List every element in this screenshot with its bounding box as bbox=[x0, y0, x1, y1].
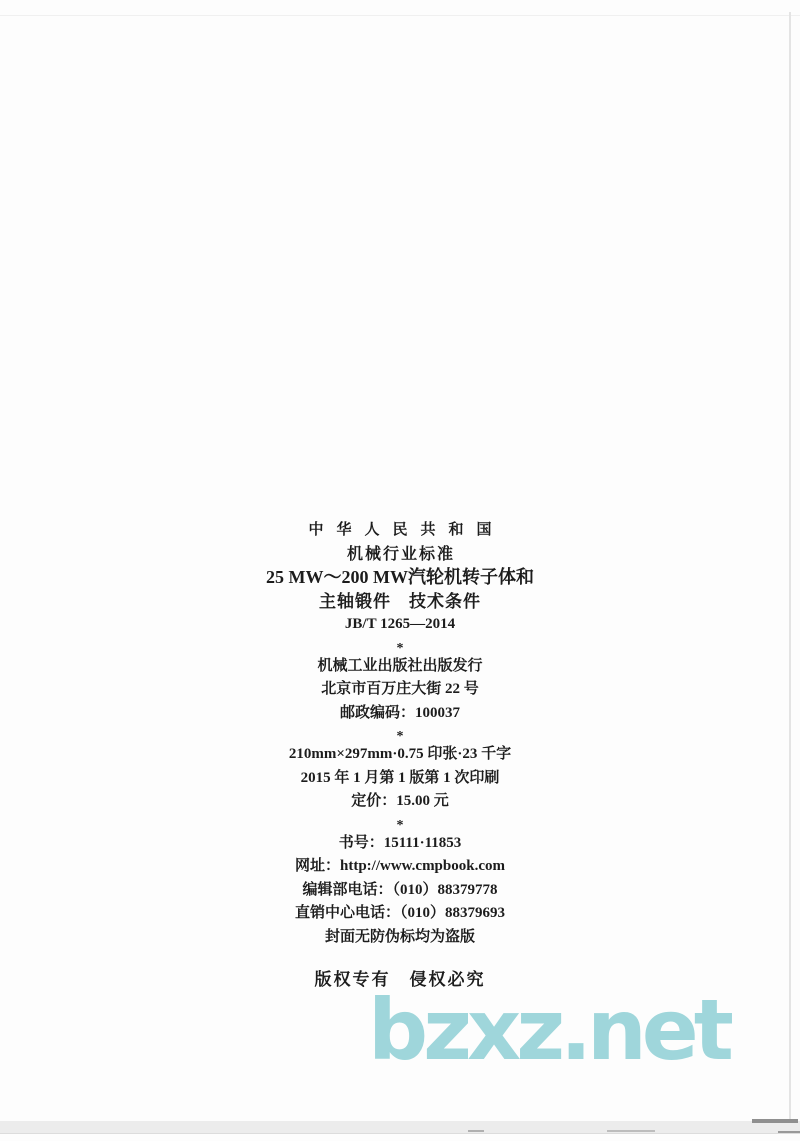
colophon-block bbox=[0, 519, 800, 992]
colophon-line: 机械行业标准 bbox=[346, 545, 455, 563]
colophon-line: * bbox=[396, 817, 404, 833]
scan-top-hairline bbox=[0, 15, 800, 16]
colophon-line: 定价：15.00 元 bbox=[351, 793, 449, 809]
colophon-line: 书号：15111·11853 bbox=[338, 834, 462, 851]
colophon-line: 北京市百万庄大街 22 号 bbox=[321, 681, 479, 697]
colophon-line: 版权专有 侵权必究 bbox=[314, 970, 486, 989]
colophon-line: 直销中心电话：（010）88379693 bbox=[294, 905, 505, 921]
scan-artifact-dash bbox=[468, 1130, 484, 1132]
site-watermark: bzxz.net bbox=[368, 981, 729, 1079]
colophon-line: 210mm×297mm·0.75 印张·23 千字 bbox=[288, 746, 512, 762]
colophon-line: 中华人民共和国 bbox=[308, 522, 505, 538]
scan-bottom-hairline bbox=[0, 1133, 800, 1134]
colophon-line: JB/T 1265—2014 bbox=[344, 616, 456, 632]
colophon-line: 网址：http://www.cmpbook.com bbox=[294, 858, 505, 874]
scan-artifact-dash bbox=[607, 1130, 655, 1132]
colophon-line: 主轴锻件 技术条件 bbox=[319, 591, 481, 611]
colophon-line: 机械工业出版社出版发行 bbox=[317, 657, 483, 674]
colophon-line: * bbox=[396, 640, 404, 656]
colophon-line: 2015 年 1 月第 1 版第 1 次印刷 bbox=[300, 769, 500, 786]
scan-artifact-dash bbox=[752, 1119, 798, 1123]
colophon-line: 邮政编码：100037 bbox=[339, 704, 460, 721]
scan-artifact-dash bbox=[778, 1131, 800, 1133]
colophon-line: 编辑部电话：（010）88379778 bbox=[302, 881, 498, 898]
colophon-line: 25 MW～200 MW汽轮机转子体和 bbox=[266, 567, 534, 587]
colophon-line: * bbox=[396, 729, 404, 744]
colophon-line: 封面无防伪标均为盗版 bbox=[324, 928, 475, 945]
